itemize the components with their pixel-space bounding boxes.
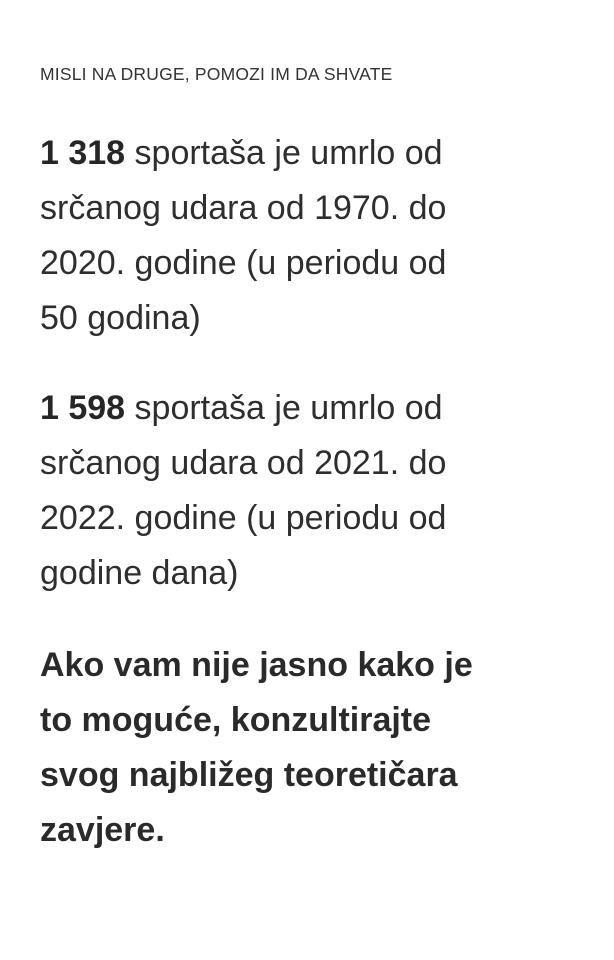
- closing-statement: [40, 638, 580, 858]
- stat-line: 2022. godine (u periodu od: [40, 499, 447, 537]
- stat-paragraph-1: [40, 126, 580, 346]
- closing-line: to moguće, konzultirajte: [40, 701, 432, 739]
- closing-line: zavjere.: [40, 811, 165, 849]
- closing-line: svog najbližeg teoretičara: [40, 756, 458, 794]
- stat-paragraph-2: [40, 381, 580, 601]
- closing-line: Ako vam nije jasno kako je: [40, 646, 473, 684]
- stat-line: srčanog udara od 1970. do: [40, 189, 447, 227]
- kicker-heading: MISLI NA DRUGE, POMOZI IM DA SHVATE: [40, 64, 393, 84]
- stat-number: 1 598: [40, 389, 126, 427]
- stat-line: 50 godina): [40, 299, 201, 337]
- stat-line: srčanog udara od 2021. do: [40, 444, 447, 482]
- stat-line: [40, 381, 580, 436]
- stat-text: sportaša je umrlo od: [125, 134, 443, 172]
- stat-line: godine dana): [40, 554, 239, 592]
- stat-text: sportaša je umrlo od: [125, 389, 443, 427]
- stat-line: 2020. godine (u periodu od: [40, 244, 447, 282]
- stat-line: [40, 126, 580, 181]
- stat-number: 1 318: [40, 134, 126, 172]
